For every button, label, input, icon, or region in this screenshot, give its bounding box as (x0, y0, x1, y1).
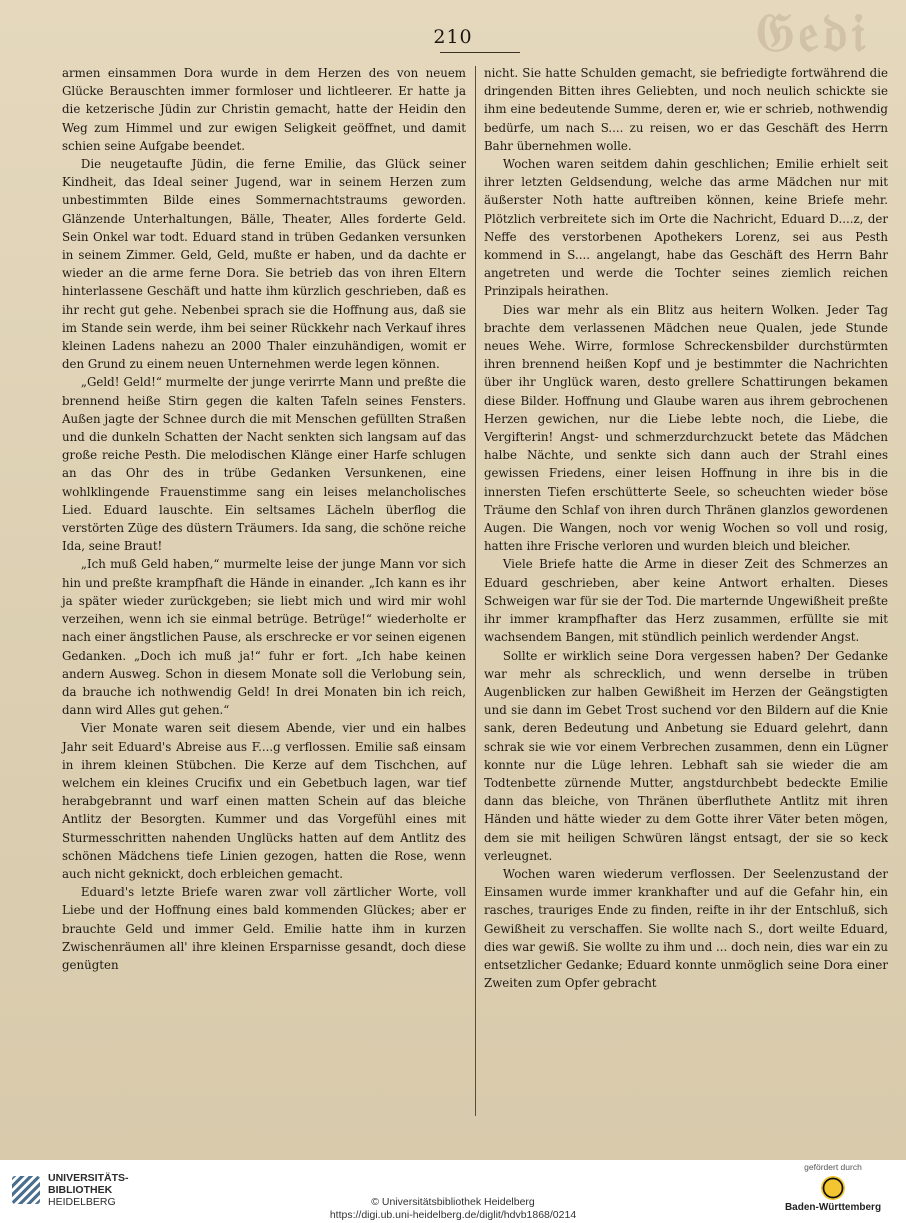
paragraph: „Ich muß Geld haben,“ murmelte leise der junge Mann vor sich hin und preßte krampfhaft die Hände in einander. „Ich kann es ihr ja später wieder zurückgeben; sie liebt mich und wird mir wohl verzeihen, wenn ich sie einmal betrüge. Betrüge!“ wiederholte er nach einer ängstlichen Pause, als erschrecke er vor seinen eigenen Gedanken. „Doch ich muß ja!“ fuhr er fort. „Ich habe keinen andern Ausweg. Schon in diesem Monate soll die Verlobung sein, da brauche ich nothwendig Geld! In drei Monaten bin ich reich, dann wird Alles gut gehen.“ (62, 557, 466, 718)
paragraph: Viele Briefe hatte die Arme in dieser Zeit des Schmerzes an Eduard geschrieben, aber keine Antwort erhalten. Dieses Schweigen war für sie der Tod. Die marternde Ungewißheit preßte ihr immer krampfhafter das Herz zusammen, erfüllte sie mit wachsendem Bangen, mit stündlich peinlich werdender Angst. (484, 557, 888, 645)
page-number: 210 (433, 26, 473, 48)
copyright-text: © Universitätsbibliothek Heidelberg (371, 1196, 535, 1208)
funder-name: Baden-Württemberg (784, 1202, 882, 1213)
paragraph: nicht. Sie hatte Schulden gemacht, sie befriedigte fortwährend die dringenden Bitten ihres Geliebten, und noch neulich schickte sie ihm eine bedeutende Summe, deren er, wie er schrieb, nothwendig bedürfe, um nach S.... zu reisen, wo er das Geschäft des Herrn Bahr übernehmen wolle. (484, 66, 888, 153)
coat-of-arms-icon (821, 1176, 845, 1200)
paragraph: Eduard's letzte Briefe waren zwar voll zärtlicher Worte, voll Liebe und der Hoffnung eines bald kommenden Glückes; aber er brauchte Geld und immer Geld. Emilie hatte ihm in kurzen Zwischenräumen all' ihre kleinen Ersparnisse gesandt, doch diese genügten (62, 885, 466, 972)
left-column (62, 64, 466, 974)
paragraph: Die neugetaufte Jüdin, die ferne Emilie, das Glück seiner Kindheit, das Ideal seiner Jugend, war in seinem Herzen zum unbestimmten Bilde eines Sommernachtstraums geworden. Glänzende Unterhaltungen, Bälle, Theater, Alles forderte Geld. Sein Onkel war todt. Eduard stand in trüben Gedanken versunken in seinem Zimmer. Geld, Geld, mußte er haben, und da dachte er wieder an die arme ferne Dora. Sie betrieb das von ihren Eltern hinterlassene Geschäft und hatte ihm kürzlich geschrieben, daß es ihr recht gut gehe. Nebenbei sprach sie die Hoffnung aus, daß sie im Stande sein werde, ihm bei seiner Rückkehr nach Verkauf ihres kleinen Ladens nahezu an 2000 Thaler einzuhändigen, womit er den Grund zu einem neuen Unternehmen werde legen können. (62, 157, 466, 372)
column-divider (475, 66, 476, 1116)
paragraph: Vier Monate waren seit diesem Abende, vier und ein halbes Jahr seit Eduard's Abreise aus F....g verflossen. Emilie saß einsam in ihrem kleinen Stübchen. Die Kerze auf dem Tischchen, auf welchem ein kleines Crucifix und ein Gebetbuch lagen, war tief herabgebrannt und warf einen matten Schein auf das bleiche Antlitz der Besorgten. Kummer und das Vorgefühl eines mit Sturmesschritten nahenden Unglücks hatten auf dem Antlitz des schönen Mädchens tiefe Linien gezogen, hatten die Rose, wenn auch nicht geknickt, doch erbleichen gemacht. (62, 721, 466, 881)
paragraph: „Geld! Geld!“ murmelte der junge verirrte Mann und preßte die brennend heiße Stirn gegen die kalten Tafeln seines Fensters. Außen jagte der Schnee durch die mit Menschen gefüllten Straßen und die dunkeln Schatten der Nacht senkten sich langsam auf das große reiche Pesth. Die melodischen Klänge einer Harfe schlugen an das Ohr des in trübe Gedanken Versunkenen, eine wohlklingende Frauenstimme sang ein leises melancholisches Lied. Eduard lauschte. Ein seltsames Lächeln überflog die verstörten Züge des düstern Träumers. Ida sang, die schöne reiche Ida, seine Braut! (62, 375, 466, 554)
paragraph: Sollte er wirklich seine Dora vergessen haben? Der Gedanke war mehr als schrecklich, und wenn derselbe in trüben Augenblicken zur halben Gewißheit im Herzen der Geängstigten und sie dann im Gebet Trost suchend vor den Bildern auf die Knie sank, deren Bedeutung und Anbetung sie Eduard gelehrt, dann schrak sie wie vor einem Verbrechen zusammen, denn ein Lügner konnte nur die Lüge lehren. Lebhaft sah sie wieder die am Todtenbette zürnende Mutter, angstdurchbebt bedeckte Emilie dann das bleiche, von Thränen überfluthete Antlitz mit ihren Händen und hätte wieder zu dem Gotte ihrer Väter beten mögen, dem sie mit heiligen Schwüren längst entsagt, der sie so keck verleugnet. (484, 648, 888, 863)
footer-credit (0, 1196, 906, 1222)
funder-block (778, 1162, 888, 1213)
paragraph: Wochen waren wiederum verflossen. Der Seelenzustand der Einsamen wurde immer krankhafter und auf die Gefahr hin, ein rasches, trauriges Ende zu finden, reifte in ihr der Entschluß, sich Gewißheit zu verschaffen. Sie wollte nach S., dort weilte Eduard, dies war gewiß. Sie wollte zu ihm und ... doch nein, dies war ein zu entsetzlicher Gedanke; Eduard konnte unmöglich seine Dora einer Zweiten zum Opfer gebracht (484, 866, 888, 991)
funded-label: gefördert durch (804, 1162, 862, 1172)
source-url-link[interactable]: https://digi.ub.uni-heidelberg.de/diglit/hdvb1868/0214 (329, 1209, 577, 1221)
paragraph: Dies war mehr als ein Blitz aus heitern Wolken. Jeder Tag brachte dem verlassenen Mädchen neue Qualen, jede Stunde neues Wehe. Wirre, formlose Schreckensbilder durchstürmten ihren brennend heißen Kopf und je bestimmter die Nachrichten über ihr Unglück waren, desto grellere Schattirungen bekamen diese Bilder. Hoffnung und Glaube waren aus ihrem gebrochenen Herzen gewichen, nur die Liebe lebte noch, die Liebe, die Vergifterin! Angst- und schmerzdurchzuckt betete das Mädchen halbe Nächte, und senkte sich dann auch der Strahl eines gewissen Friedens, einer leisen Hoffnung in ihre bis in die innersten Tiefen erschütterte Seele, so scheuchten wieder böse Träume den Schlaf von ihren durch Thränen glanzlos gewordenen Augen. Die Wangen, noch vor wenig Wochen so voll und rosig, hatten ihre Frische verloren und wurden bleich und bleicher. (484, 302, 888, 554)
right-column (484, 64, 888, 992)
bleed-through-shadow: 𝔊𝔢𝔡𝔦 (756, 0, 870, 60)
library-name: UNIVERSITÄTS- BIBLIOTHEK HEIDELBERG (48, 1172, 129, 1208)
paragraph: Wochen waren seitdem dahin geschlichen; Emilie erhielt seit ihrer letzten Geldsendung, welche das arme Mädchen nur mit äußerster Noth hatte auftreiben können, keine Briefe mehr. Plötzlich verbreitete sich im Orte die Nachricht, Eduard D....z, der Neffe des verstorbenen Apothekers Lorenz, sei aus Pesth kommend in S.... angelangt, habe das Geschäft des Herrn Bahr angetreten und werde die Tochter seines ziemlich reichen Prinzipals heirathen. (484, 157, 888, 299)
page-number-rule (440, 52, 520, 53)
paragraph: armen einsammen Dora wurde in dem Herzen des von neuem Glücke Berauschten immer formloser und lichtleerer. Er hatte ja die ketzerische Jüdin zur Christin gemacht, hatte der Heidin den Weg zum Himmel und zur ewigen Seligkeit geöffnet, und damit schien seine Aufgabe beendet. (62, 66, 466, 153)
